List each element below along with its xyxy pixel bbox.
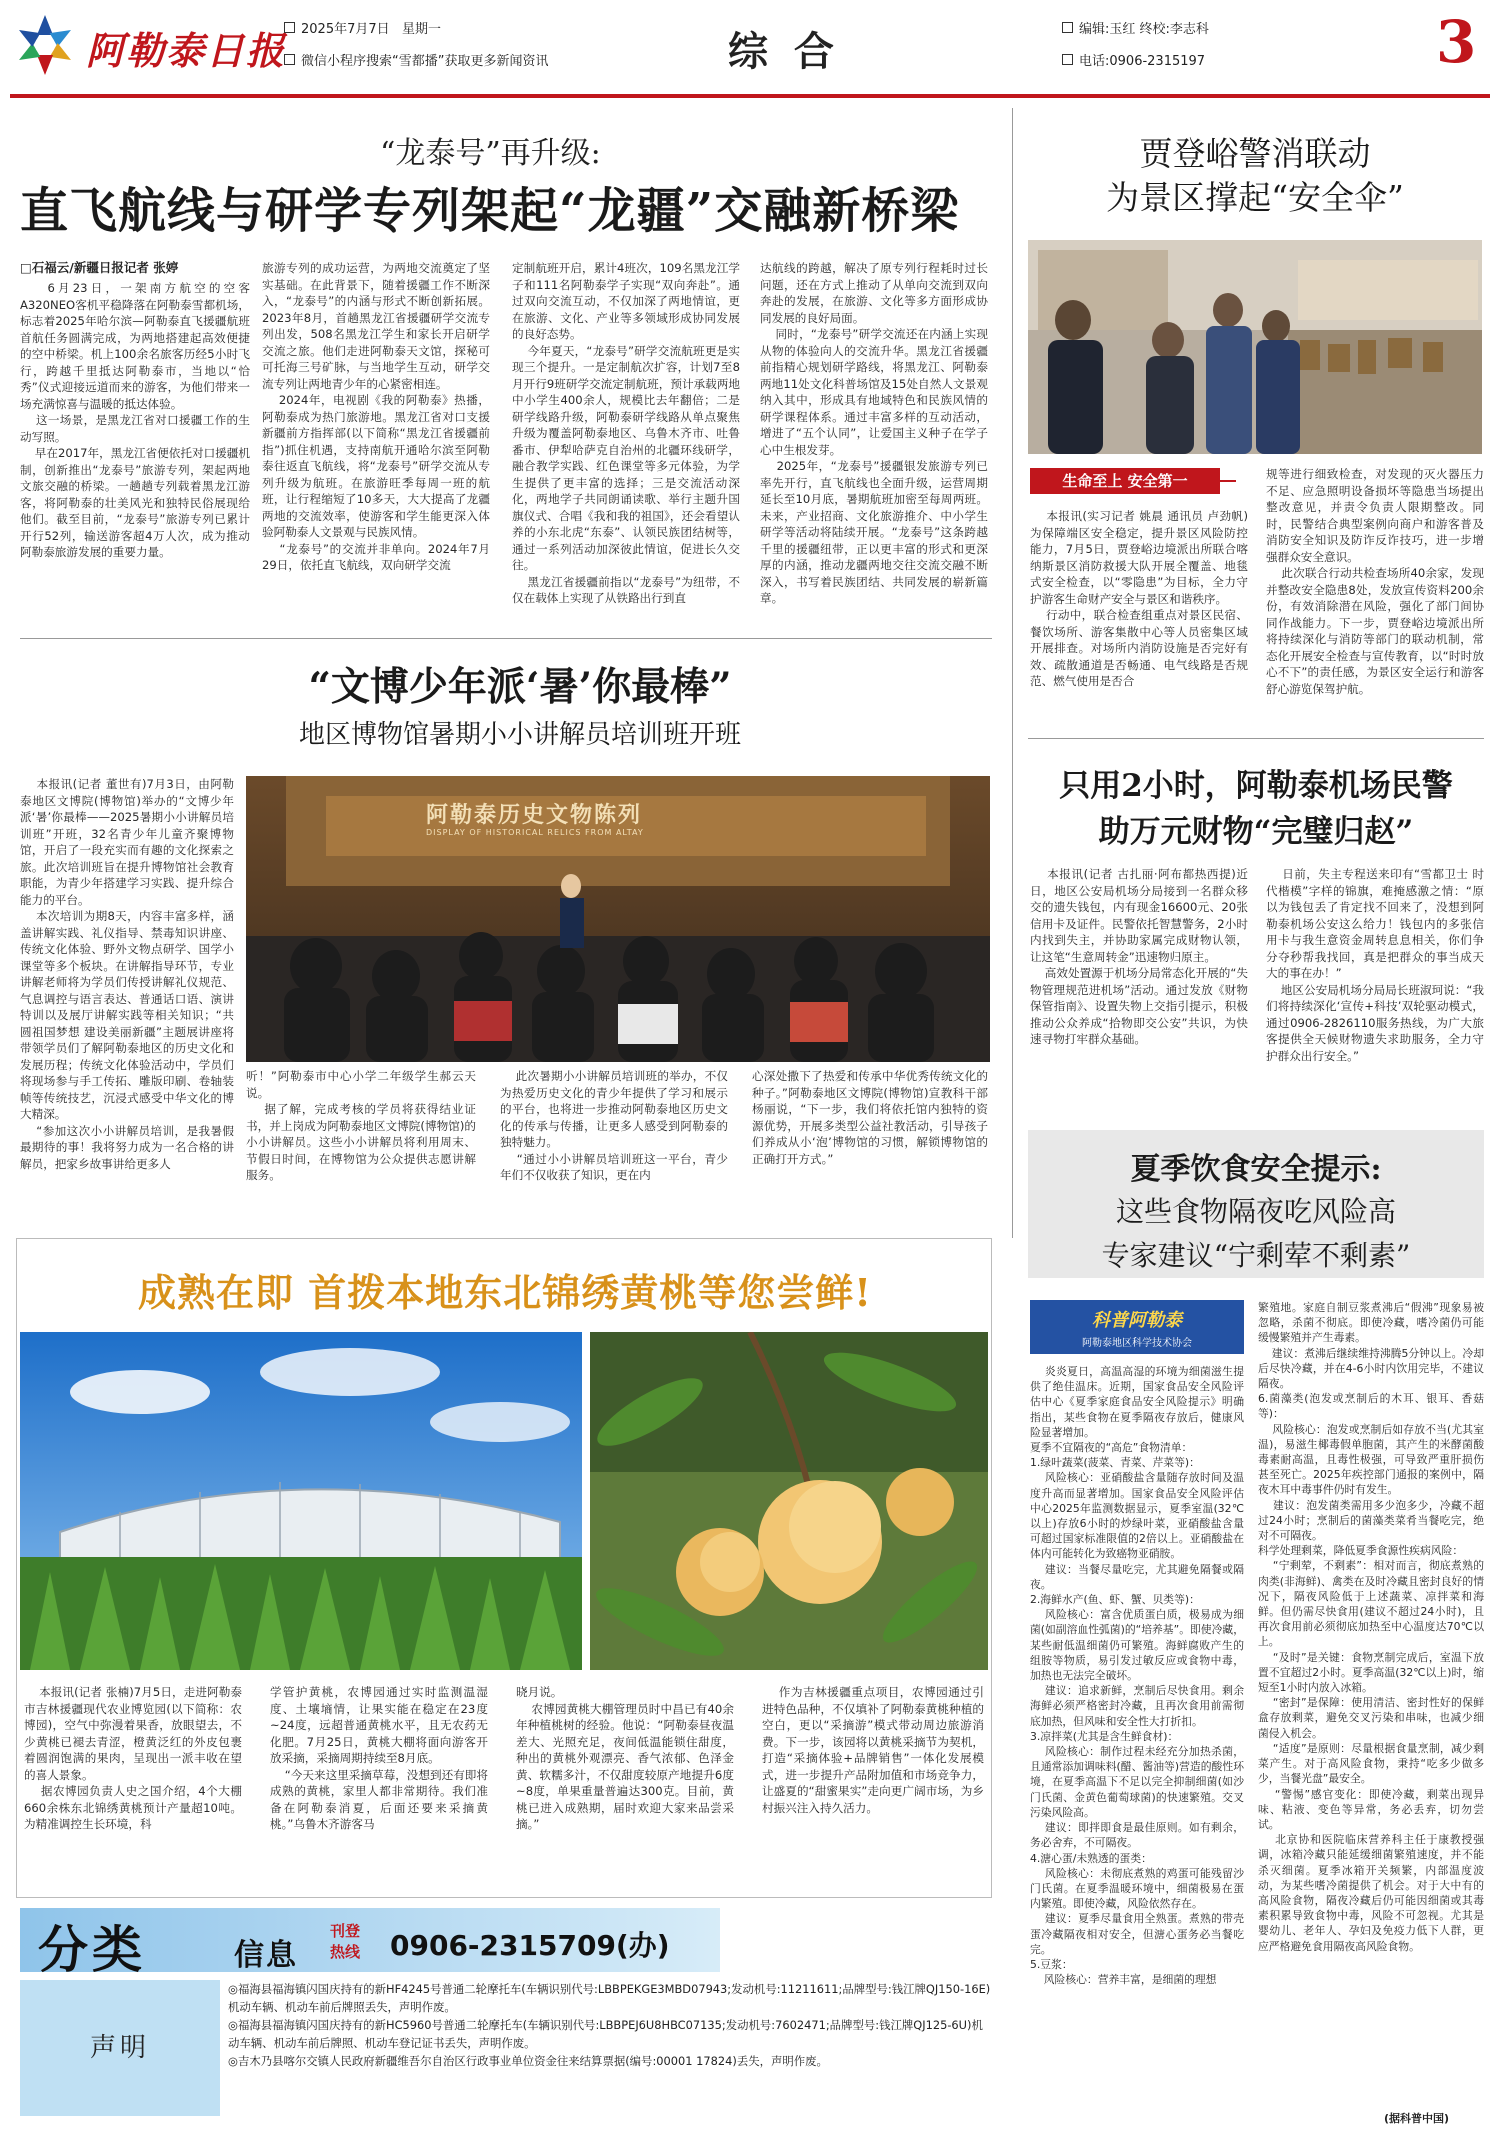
article2-headline-2: 为景区撑起“安全伞” bbox=[1106, 178, 1404, 217]
article4-headline-2: 助万元财物“完璧归赵” bbox=[1098, 814, 1414, 850]
wechat-row bbox=[284, 50, 548, 69]
museum-sign-en: DISPLAY OF HISTORICAL RELICS FROM ALTAY bbox=[426, 828, 644, 837]
article6-photo-greenhouse bbox=[20, 1332, 582, 1670]
masthead bbox=[0, 0, 1500, 92]
article2-photo bbox=[1028, 240, 1482, 454]
article1-column-1: 6月23日，一架南方航空的空客A320NEO客机平稳降落在阿勒泰雪都机场，标志着2025年哈尔滨—阿勒泰直飞援疆航班首航任务圆满完成，为两地搭建起高效便捷的空中桥梁。机上100余名旅客历经5小时飞行，跨越千里抵达阿勒泰市，当地以“恰秀”仪式迎接远道而来的游客，为他们带来一场充满惊喜与温暖的抵达体验。 这一场景，是黑龙江省对口援疆工作的生动写照。 早在2017年，黑龙江省便依托对口援疆机制，创新推出“龙泰号”旅游专列，架起两地文旅交融的桥梁。一趟趟专列载着黑龙江游客，将阿勒泰的壮美风光和独特民俗展现给他们。截至目前，“龙泰号”旅游专列已累计开行52列，输送游客超4万人次，成为推动阿勒泰旅游发展的重要力量。 bbox=[20, 281, 250, 559]
article2-column-2: 规等进行细致检查，对发现的灭火器压力不足、应急照明设备损坏等隐患当场提出整改意见，并责令负责人限期整改。同时，民警结合典型案例向商户和游客普及消防安全知识及防诈反诈技巧，进一步增强群众安全意识。 此次联合行动共检查场所40余家，发现并整改安全隐患8处，发放宣传资料200余份，有效消除潜在风险，强化了部门间协同作战能力。下一步，贾登峪边境派出所将持续深化与消防等部门的联动机制，常态化开展安全检查与宣传教育，以“时时放心不下”的责任感，为景区安全运行和游客舒心游览保驾护航。 bbox=[1266, 467, 1484, 696]
editor-row bbox=[1062, 18, 1209, 37]
classified-banner bbox=[20, 1908, 720, 1979]
section-divider bbox=[1028, 738, 1484, 739]
article5-column-2: 繁殖地。家庭自制豆浆煮沸后“假沸”现象易被忽略，杀菌不彻底。即使冷藏，嗜冷菌仍可能缓慢繁殖并产生毒素。 建议：煮沸后继续维持沸腾5分钟以上。冷却后尽快冷藏，并在4-6小时内饮用完毕，不建议隔夜。 6.菌藻类(泡发或烹制后的木耳、银耳、香菇等)： 风险核心：泡发或烹制后如存放不当(尤其室温)，易滋生椰毒假单胞菌，其产生的米酵菌酸毒素耐高温，且毒性极强，可导致严重肝损伤甚至死亡。2025年疾控部门通报的案例中，隔夜木耳中毒事件仍时有发生。 建议：泡发菌类需用多少泡多少，冷藏不超过24小时；烹制后的菌藻类菜肴当餐吃完，绝对不可隔夜。 科学处理剩菜，降低夏季食源性疾病风险： “宁剩荤，不剩素”：相对而言，彻底煮熟的肉类(非海鲜)、禽类在及时冷藏且密封良好的情况下，隔夜风险低于上述蔬菜、凉拌菜和海鲜。但仍需尽快食用(建议不超过24小时)，且再次食用前必须彻底加热至中心温度达70℃以上。 “及时”是关键：食物烹制完成后，室温下放置不宜超过2小时。夏季高温(32℃以上)时，缩短至1小时内放入冰箱。 “密封”是保障：使用清洁、密封性好的保鲜盒存放剩菜，避免交叉污染和串味，也减少细菌侵入机会。 “适度”是原则：尽量根据食量烹制，减少剩菜产生。对于高风险食物，秉持“吃多少做多少，当餐光盘”最安全。 “警惕”感官变化：即使冷藏，剩菜出现异味、粘液、变色等异常，务必丢弃，切勿尝试。 北京协和医院临床营养科主任于康教授强调，冰箱冷藏只能延缓细菌繁殖速度，并不能杀灭细菌。夏季冰箱开关频繁，内部温度波动，为某些嗜冷菌提供了机会。对于大中有的高风险食物，隔夜冷藏后仍可能因细菌或其毒素积累导致食物中毒，风险不可忽视。尤其是婴幼儿、老年人、孕妇及免疫力低下人群，更应严格避免食用隔夜高风险食物。 bbox=[1258, 1301, 1484, 1953]
article1-headline: 直飞航线与研学专列架起“龙疆”交融新桥梁 bbox=[20, 183, 960, 239]
hotline-number: 0906-2315709(办) bbox=[390, 1929, 670, 1962]
article6-headline: 成熟在即 首拨本地东北锦绣黄桃等您尝鲜! bbox=[138, 1270, 872, 1315]
article6-column-3: 晓月说。 农博园黄桃大棚管理员时中昌已有40余年种植桃树的经验。他说：“阿勒泰昼夜温差大、光照充足，夜间低温能锁住甜度，种出的黄桃外观漂亮、香气浓郁、色泽金黄、软糯多汁，不仅甜度较原产地提升6度~8度，单果重量普遍达300克。目前，黄桃已进入成熟期，届时欢迎大家来品尝采摘。” bbox=[516, 1685, 734, 1831]
issue-date: 2025年7月7日 bbox=[301, 22, 390, 37]
science-banner bbox=[1030, 1300, 1244, 1354]
article5-column-1: 炎炎夏日，高温高湿的环境为细菌滋生提供了绝佳温床。近期，国家食品安全风险评估中心《夏季家庭食品安全风险提示》明确指出，某些食物在夏季隔夜存放后，健康风险显著增加。 夏季不宜隔夜的“高危”食物清单： 1.绿叶蔬菜(菠菜、青菜、芹菜等)： 风险核心：亚硝酸盐含量随存放时间及温度升高而显著增加。国家食品安全风险评估中心2025年监测数据显示，夏季室温(32℃以上)存放6小时的炒绿叶菜，亚硝酸盐含量可超过国家标准限值的2倍以上。亚硝酸盐在体内可能转化为致癌物亚硝胺。 建议：当餐尽量吃完，尤其避免隔餐或隔夜。 2.海鲜水产(鱼、虾、蟹、贝类等)： 风险核心：富含优质蛋白质，极易成为细菌(如副溶血性弧菌)的“培养基”。即使冷藏，某些耐低温细菌仍可繁殖。海鲜腐败产生的组胺等物质，易引发过敏反应或食物中毒，加热也无法完全破坏。 建议：追求新鲜，烹制后尽快食用。剩余海鲜必须严格密封冷藏，且再次食用前需彻底加热，但风味和安全性大打折扣。 3.凉拌菜(尤其是含生鲜食材)： 风险核心：制作过程未经充分加热杀菌，且通常添加调味料(醋、酱油等)营造的酸性环境，在夏季高温下不足以完全抑制细菌(如沙门氏菌、金黄色葡萄球菌)的快速繁殖。交叉污染风险高。 建议：即拌即食是最佳原则。如有剩余，务必舍弃，不可隔夜。 4.溏心蛋/未熟透的蛋类： 风险核心：未彻底煮熟的鸡蛋可能残留沙门氏菌。在夏季温暖环境中，细菌极易在蛋内繁殖。即使冷藏，风险依然存在。 建议：夏季尽量食用全熟蛋。煮熟的带壳蛋冷藏隔夜相对安全，但溏心蛋务必当餐吃完。 5.豆浆： 风险核心：营养丰富，是细菌的理想 bbox=[1030, 1365, 1244, 1987]
article5-headline-1: 夏季饮食安全提示: bbox=[1130, 1152, 1382, 1187]
checkbox-icon bbox=[1062, 54, 1073, 65]
article3-column-2: 听！”阿勒泰市中心小学二年级学生郝云天说。 据了解，完成考核的学员将获得结业证书，并上岗成为阿勒泰地区文博院(博物馆)的小小讲解员。这些小小讲解员将利用周末、节假日时间，在博物馆为公众提供志愿讲解服务。 bbox=[246, 1069, 476, 1182]
article1-column-2: 旅游专列的成功运营，为两地交流奠定了坚实基础。在此背景下，随着援疆工作不断深入，“龙泰号”的内涵与形式不断创新拓展。2023年8月，首趟黑龙江省援疆研学交流专列出发，508名黑龙江学生和家长开启研学交流之旅。他们走进阿勒泰天文馆，探秘可可托海三号矿脉，与当地学生互动，研学交流专列让两地青少年的心紧密相连。 2024年，电视剧《我的阿勒泰》热播，阿勒泰成为热门旅游地。黑龙江省对口支援新疆前方指挥部(以下简称“黑龙江省援疆前指”)抓住机遇，支持南航开通哈尔滨至阿勒泰往返直飞航线，将“龙泰号”研学交流从专列升级为航班。在旅游旺季每周一班的航班，让行程缩短了10多天，大大提高了龙疆两地的交流效率，使游客和学生能更深入体验阿勒泰人文景观与民族风情。 “龙泰号”的交流并非单向。2024年7月29日，依托直飞航线，双向研学交流 bbox=[262, 261, 490, 572]
article3-column-1: 本报讯(记者 董世有)7月3日，由阿勒泰地区文博院(博物馆)举办的“文博少年派‘暑’你最棒——2025暑期小小讲解员培训班”开班，32名青少年儿童齐聚博物馆，开启了一段充实而有趣的文化探索之旅。此次培训班旨在提升博物馆社会教育职能，为青少年搭建学习实践、提升综合能力的平台。 本次培训为期8天，内容丰富多样，涵盖讲解实践、礼仪指导、禁毒知识讲座、传统文化体验、野外文物点研学、国学小课堂等多个板块。在讲解指导环节，专业讲解老师将为学员们传授讲解礼仪规范、气息调控与语言表达、普通话口语、演讲特训以及展厅讲解实践等相关知识；“共圆祖国梦想 建设美丽新疆”主题展讲座将带领学员们了解阿勒泰地区的历史文化和发展历程；传统文化体验活动中，学员们将现场参与手工传拓、雕版印刷、卷轴装帧等传统技艺，沉浸式感受中华文化的博大精深。 “参加这次小小讲解员培训，是我暑假最期待的事！我将努力成为一名合格的讲解员，把家乡故事讲给更多人 bbox=[20, 777, 234, 1171]
article6-column-4: 作为吉林援疆重点项目，农博园通过引进特色品种，不仅填补了阿勒泰黄桃种植的空白，更以“采摘游”模式带动周边旅游消费。下一步，该园将以黄桃采摘节为契机，打造“采摘体验+品牌销售”一体化发展模式，进一步提升产品附加值和市场竞争力，让盛夏的“甜蜜果实”走向更广阔市场，为乡村振兴注入持久活力。 bbox=[762, 1685, 984, 1815]
checkbox-icon bbox=[284, 22, 295, 33]
article3-photo bbox=[246, 776, 990, 1062]
article6-photo-peaches bbox=[590, 1332, 988, 1670]
notice-item: ◎福海县福海镇闪国庆持有的新HC5960号普通二轮摩托车(车辆识别代号:LBBPEJ6U8HBC07135;发动机号:7602471;品牌型号:钱江牌QJ125-6U)机动车辆、机动车前后牌照、机动车登记证书丢失，声明作废。 bbox=[228, 2018, 983, 2050]
article3-column-3: 此次暑期小小讲解员培训班的举办，不仅为热爱历史文化的青少年提供了学习和展示的平台，也将进一步推动阿勒泰地区历史文化的传承与传播，让更多人感受到阿勒泰的独特魅力。 “通过小小讲解员培训班这一平台，青少年们不仅收获了知识，更在内 bbox=[500, 1069, 728, 1182]
editor-info: 编辑:玉红 终校:李志科 bbox=[1079, 22, 1209, 37]
checkbox-icon bbox=[1062, 22, 1073, 33]
article4-column-1: 本报讯(记者 古扎丽·阿布都热西提)近日，地区公安局机场分局接到一名群众移交的遗失钱包，内有现金16600元、20张信用卡及证件。民警依托智慧警务，2小时内找到失主，并协助家属完成财物认领，让这笔“生意周转金”迅速物归原主。 高效处置源于机场分局常态化开展的“失物管理规范进机场”活动。通过发放《财物保管指南》、设置失物上交指引提示，积极推动公众养成“拾物即交公安”共识，为快速寻物打牢群众基础。 bbox=[1030, 867, 1248, 1046]
editor-phone: 电话:0906-2315197 bbox=[1079, 54, 1206, 69]
museum-sign: 阿勒泰历史文物陈列 bbox=[426, 802, 643, 828]
article6-column-1: 本报讯(记者 张楠)7月5日，走进阿勒泰市吉林援疆现代农业博览园(以下简称：农博园)，空气中弥漫着果香，放眼望去，不少黄桃已褪去青涩，橙黄泛红的外皮包裹着圆润饱满的果肉，呈现出一派丰收在望的喜人景象。 据农博园负责人史之国介绍，4个大棚660余株东北锦绣黄桃预计产量超10吨。为精准调控生长环境，科 bbox=[24, 1685, 242, 1831]
article2-photo-caption-bar bbox=[1030, 468, 1220, 494]
article1-column-3: 定制航班开启，累计4班次，109名黑龙江学子和111名阿勒泰学子实现“双向奔赴”。通过双向交流互动，不仅加深了两地情谊，更在旅游、文化、产业等多领域形成协同发展的良好态势。 今年夏天，“龙泰号”研学交流航班更是实现三个提升。一是定制航次扩容，计划7至8月开行9班研学交流定制航班，预计承载两地中小学生400余人，规模比去年翻倍；二是研学线路升级，阿勒泰研学线路从单点聚焦升级为覆盖阿勒泰地区、乌鲁木齐市、吐鲁番市、伊犁哈萨克自治州的北疆环线研学，融合教学实践、红色课堂等多元体验，为学生提供了更丰富的选择；三是交流活动深化，两地学子共同朗诵读歌、举行主题升国旗仪式、合唱《我和我的祖国》，还会看望认养的小东北虎“东泰”、认领民族团结树等，通过一系列活动加深彼此情谊，促进长久交往。 黑龙江省援疆前指以“龙泰号”为纽带，不仅在载体上实现了从铁路出行到直 bbox=[512, 261, 740, 605]
article1-kicker: “龙泰号”再升级: bbox=[380, 136, 601, 171]
notice-item: ◎福海县福海镇闪国庆持有的新HF4245号普通二轮摩托车(车辆识别代号:LBBPEKGE3MBD07943;发动机号:11211611;品牌型号:钱江牌QJ150-16E)机动车辆、机动车前后牌照丢失，声明作废。 bbox=[228, 1982, 991, 2014]
article1-column-4: 达航线的跨越，解决了原专列行程耗时过长问题，还在方式上推动了从单向交流到双向奔赴的发展，在旅游、文化等多方面形成协同发展的良好局面。 同时，“龙泰号”研学交流还在内涵上实现从物的体验向人的交流升华。黑龙江省援疆前指精心规划研学路线，将黑龙江、阿勒泰两地11处文化科普场馆及15处自然人文景观纳入其中，形成具有地域特色和民族风情的研学课程体系。通过丰富多样的互动活动，增进了“五个认同”，让爱国主义种子在学子心中生根发芽。 2025年，“龙泰号”援疆银发旅游专列已率先开行，直飞航线也全面升级，运营周期延长至10月底，暑期航班加密至每周两班。未来，产业招商、文化旅游推介、中小学生研学等活动将陆续开展。“龙泰号”这条跨越千里的援疆纽带，正以更丰富的形式和更深厚的内涵，推动龙疆两地交往交流交融不断深入，书写着民族团结、共同发展的崭新篇章。 bbox=[760, 261, 988, 605]
section-divider bbox=[20, 638, 992, 639]
checkbox-icon bbox=[284, 54, 295, 65]
article2-photo-caption: 生命至上 安全第一 bbox=[1062, 472, 1188, 490]
article5-headline-3: 专家建议“宁剩荤不剩素” bbox=[1101, 1239, 1411, 1272]
article3-headline: “文博少年派‘暑’你最棒” bbox=[308, 664, 732, 710]
notice-item: ◎吉木乃县喀尔交镇人民政府新疆维吾尔自治区行政事业单位资金往来结算票据(编号:00001 17824)丢失，声明作废。 bbox=[228, 2054, 828, 2068]
science-banner-title: 科普阿勒泰 bbox=[1092, 1310, 1182, 1331]
article4-headline-1: 只用2小时，阿勒泰机场民警 bbox=[1059, 768, 1453, 804]
caption-rule bbox=[1220, 480, 1236, 482]
article5-headline-2: 这些食物隔夜吃风险高 bbox=[1115, 1195, 1396, 1228]
newspaper-name: 阿勒泰日报 bbox=[86, 28, 287, 73]
hotline-label-2: 热线 bbox=[330, 1943, 361, 1961]
newspaper-logo-icon bbox=[12, 12, 78, 78]
wechat-notice: 微信小程序搜索“雪都播”获取更多新闻资讯 bbox=[301, 54, 549, 69]
notice-label: 声明 bbox=[89, 2033, 150, 2063]
issue-weekday: 星期一 bbox=[402, 22, 442, 37]
classified-info-label: 信息 bbox=[234, 1938, 298, 1973]
phone-row bbox=[1062, 50, 1205, 69]
section-name: 综 合 bbox=[728, 28, 840, 75]
article6-column-2: 学管护黄桃，农博园通过实时监测温湿度、土壤墒情，让果实能在稳定在23度~24度，远超普通黄桃水平，且无农药无化肥。7月25日，黄桃大棚将面向游客开放采摘，采摘周期持续至8月底。 “今天来这里采摘草莓，没想到还有即将成熟的黄桃，家里人都非常期待。我们准备在阿勒泰消夏，后面还要来采摘黄桃。”乌鲁木齐游客马 bbox=[270, 1685, 488, 1831]
page-number: 3 bbox=[1436, 8, 1477, 76]
masthead-divider bbox=[10, 94, 1490, 98]
notice-label-box bbox=[20, 1980, 220, 2116]
hotline-label-box bbox=[330, 1920, 386, 1962]
classified-label: 分类 bbox=[38, 1920, 146, 1979]
article2-column-1: 本报讯(实习记者 姚晨 通讯员 卢劲帆)为保障端区安全稳定，提升景区风险防控能力，7月5日，贾登峪边境派出所联合喀纳斯景区消防救援大队开展全覆盖、地毯式安全检查，以“零隐患”为目标，全力守护游客生命财产安全与景区和谐秩序。 行动中，联合检查组重点对景区民宿、餐饮场所、游客集散中心等人员密集区域开展排查。对场所内消防设施是否完好有效、疏散通道是否畅通、电气线路是否规范、燃气使用是否合 bbox=[1030, 509, 1248, 688]
issue-date-row bbox=[284, 18, 441, 37]
article4-column-2: 日前，失主专程送来印有“雪都卫士 时代楷模”字样的锦旗，难掩感激之情：“原以为钱包丢了肯定找不回来了，没想到阿勒泰机场公安这么给力！钱包内的多张信用卡与我生意资金周转息息相关，你们争分夺秒帮我找回，真是把群众的事当成天大的事在办！” 地区公安局机场分局局长班淑珂说：“我们将持续深化‘宣传+科技’双轮驱动模式，通过0906-2826110服务热线，为广大旅客提供全天候财物遗失求助服务，全力守护群众出行安全。” bbox=[1266, 867, 1484, 1063]
article3-column-4: 心深处撒下了热爱和传承中华优秀传统文化的种子。”阿勒泰地区文博院(博物馆)宣教科干部杨丽说，“下一步，我们将依托馆内独特的资源优势，开展多类型公益社教活动，引导孩子们养成从小‘泡’博物馆的习惯，解锁博物馆的正确打开方式。” bbox=[752, 1069, 988, 1166]
hotline-label-1: 刊登 bbox=[330, 1922, 361, 1940]
article3-subheadline: 地区博物馆暑期小小讲解员培训班开班 bbox=[298, 720, 741, 750]
article1-byline: □石福云/新疆日报记者 张婷 bbox=[20, 260, 179, 275]
science-banner-subtitle: 阿勒泰地区科学技术协会 bbox=[1082, 1338, 1192, 1349]
article2-headline-1: 贾登峪警消联动 bbox=[1139, 134, 1371, 173]
notice-text-box bbox=[228, 1980, 992, 2116]
article5-source: (据科普中国) bbox=[1384, 2112, 1450, 2125]
column-divider bbox=[1012, 108, 1013, 1238]
